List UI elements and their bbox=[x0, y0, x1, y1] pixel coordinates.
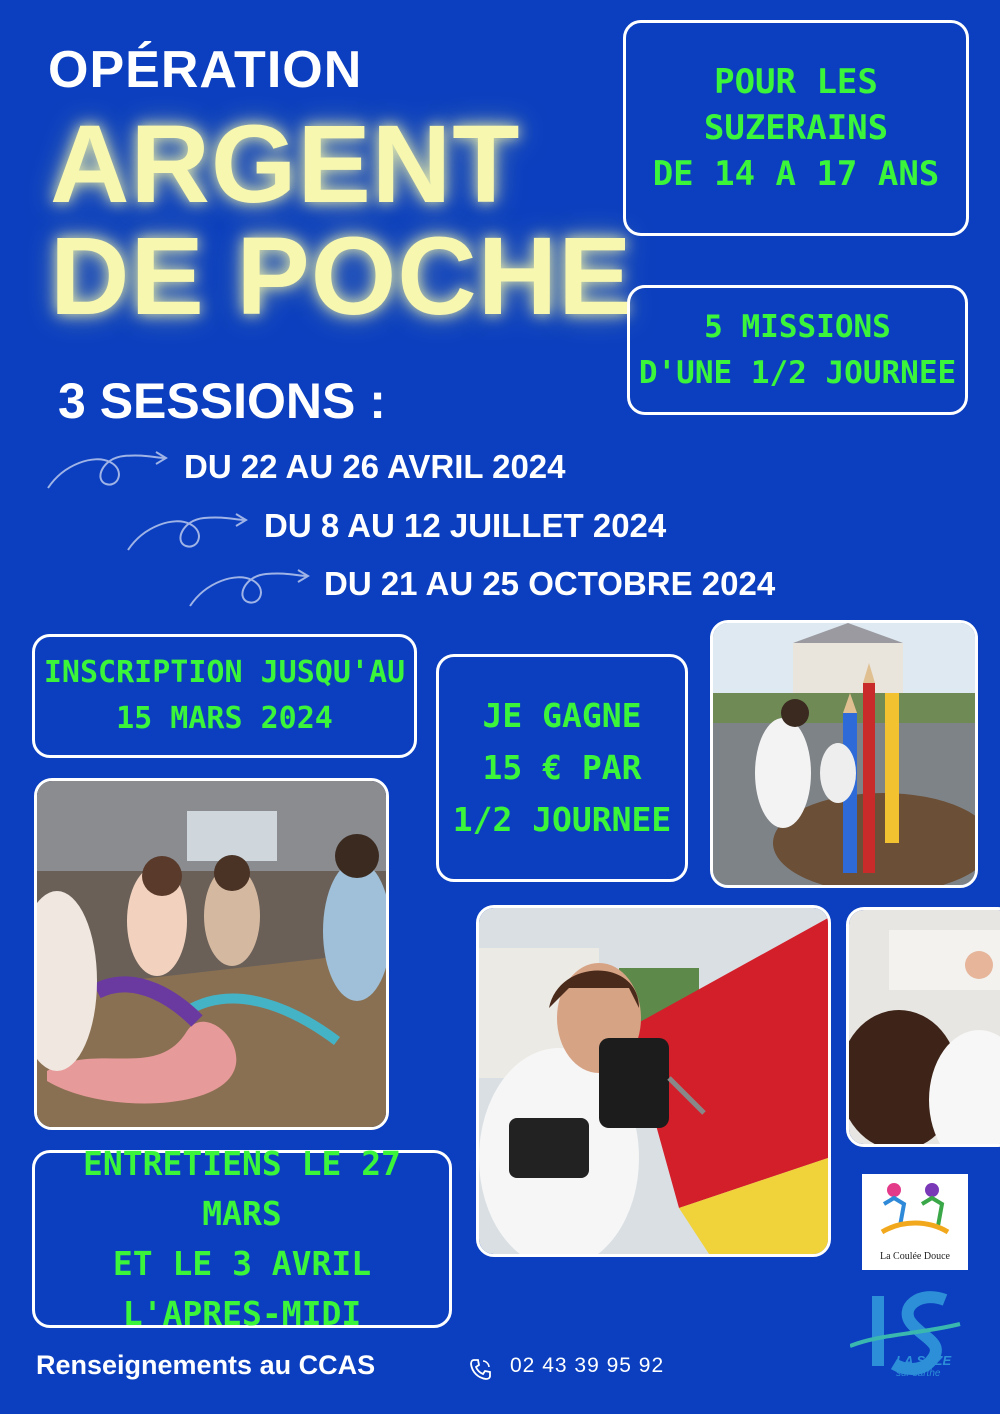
age-line-3: DE 14 A 17 ANS bbox=[652, 154, 940, 194]
pay-line-2: 15 € PAR bbox=[482, 748, 642, 787]
sessions-heading: 3 SESSIONS : bbox=[58, 373, 386, 429]
la-suze-subtitle: sur sarthe bbox=[896, 1368, 941, 1379]
photo-painting-pencils bbox=[710, 620, 978, 888]
curly-arrow-icon bbox=[44, 444, 172, 494]
pay-line-3: 1/2 JOURNEE bbox=[452, 800, 672, 839]
coulee-douce-caption: La Coulée Douce bbox=[880, 1251, 950, 1262]
missions-line-2: D'UNE 1/2 JOURNEE bbox=[638, 355, 957, 391]
pay-box bbox=[436, 654, 688, 882]
missions-line-1: 5 MISSIONS bbox=[704, 309, 891, 345]
la-suze-title: LA SUZE bbox=[896, 1353, 952, 1368]
coulee-douce-figures-icon bbox=[862, 1174, 968, 1244]
session-date-1: DU 22 AU 26 AVRIL 2024 bbox=[184, 448, 566, 485]
session-date-2: DU 8 AU 12 JUILLET 2024 bbox=[264, 507, 667, 544]
photo-wall-painting bbox=[846, 907, 1000, 1147]
session-date-3: DU 21 AU 25 OCTOBRE 2024 bbox=[324, 565, 776, 602]
curly-arrow-icon bbox=[124, 506, 252, 556]
title-line-2: DE POCHE bbox=[50, 215, 633, 338]
phone-icon bbox=[468, 1356, 494, 1382]
photo-drilling-roof bbox=[476, 905, 831, 1257]
missions-box bbox=[627, 285, 968, 415]
coulee-douce-logo bbox=[862, 1174, 968, 1270]
age-line-2: SUZERAINS bbox=[703, 108, 889, 148]
contact-label: Renseignements au CCAS bbox=[36, 1350, 376, 1380]
phone-number[interactable]: 02 43 39 95 92 bbox=[510, 1354, 665, 1377]
inscription-box bbox=[32, 634, 417, 758]
operation-label: OPÉRATION bbox=[48, 41, 363, 99]
interviews-line-2: ET LE 3 AVRIL bbox=[112, 1244, 372, 1283]
photo-workshop bbox=[34, 778, 389, 1130]
curly-arrow-icon bbox=[186, 562, 314, 612]
inscription-line-1: INSCRIPTION JUSQU'AU bbox=[43, 655, 406, 690]
interviews-line-3: L'APRES-MIDI bbox=[122, 1294, 362, 1333]
title-line-1: ARGENT bbox=[50, 103, 521, 226]
age-line-1: POUR LES bbox=[714, 62, 878, 102]
inscription-line-2: 15 MARS 2024 bbox=[116, 701, 333, 736]
age-box bbox=[623, 20, 969, 236]
interviews-box bbox=[32, 1144, 452, 1333]
interviews-line-1: ENTRETIENS LE 27 MARS bbox=[83, 1144, 401, 1233]
la-suze-emblem-icon bbox=[850, 1290, 980, 1400]
pay-line-1: JE GAGNE bbox=[482, 696, 642, 735]
la-suze-logo bbox=[850, 1290, 980, 1400]
